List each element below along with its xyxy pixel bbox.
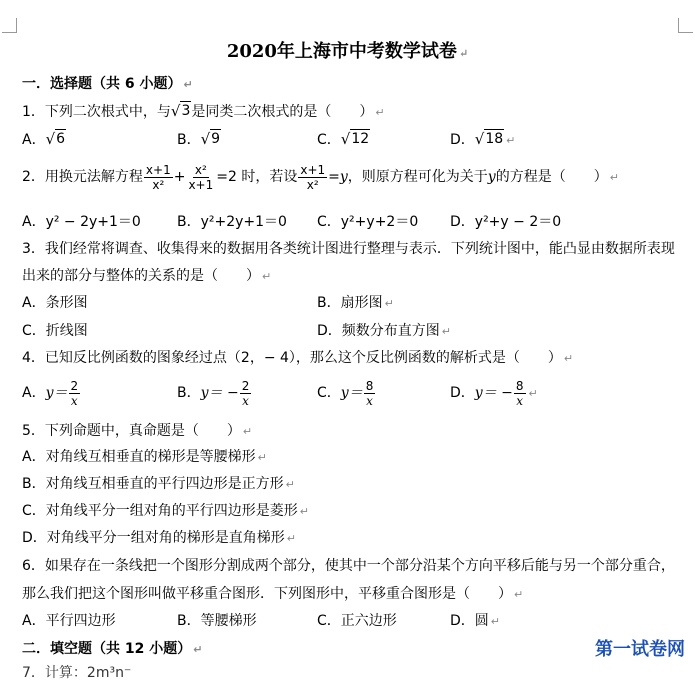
question-6-line-2: 那么我们把这个图形叫做平移重合图形．下列图形中，平移重合图形是（ ） ↵ — [22, 586, 524, 602]
question-6-line-1: 6．如果存在一条线把一个图形分割成两个部分，使其中一个部分沿某个方向平移后能与另一个部分重合， — [22, 558, 675, 574]
q3-option-b: B．扇形图 ↵ — [317, 295, 394, 311]
q1-option-d: D． √ 18 ↵ — [450, 130, 516, 148]
question-5-stem: 5．下列命题中，真命题是（ ） ↵ — [22, 423, 253, 439]
q5-option-c: C．对角线平分一组对角的平行四边形是菱形 ↵ — [22, 503, 309, 519]
q6-option-d: D．圆 ↵ — [450, 613, 500, 629]
q3-option-a: A．条形图 — [22, 295, 88, 311]
q1-option-c: C． √ 12 — [317, 130, 370, 148]
q4-option-c: C．y＝ $\frac{8}{x}$ — [317, 378, 374, 408]
page-corner-mark-right — [678, 18, 693, 33]
q5-option-a: A．对角线互相垂直的梯形是等腰梯形 ↵ — [22, 449, 267, 465]
q4-option-b: B．y＝ − $\frac{2}{x}$ — [177, 378, 250, 408]
fraction-2: $\frac{\text{x²}}{x+1}$ — [188, 162, 214, 192]
question-3-line-2: 出来的部分与整体的关系的是（ ） ↵ — [22, 268, 272, 284]
q6-option-a: A．平行四边形 — [22, 613, 116, 629]
q2-option-b: B．y²+2y+1＝0 — [177, 214, 287, 230]
question-7-partial: 7．计算：2m³n⁻ — [22, 665, 132, 681]
q2-option-a: A．y² − 2y+1＝0 — [22, 214, 141, 230]
page-corner-mark-left — [2, 18, 17, 33]
site-watermark: 第一试卷网 — [595, 639, 685, 660]
q2-option-c: C．y²+y+2＝0 — [317, 214, 419, 230]
q1-option-a: A． √ 6 — [22, 130, 66, 148]
sqrt-3: √ 3 — [170, 102, 191, 120]
q3-option-d: D．频数分布直方图 ↵ — [317, 323, 451, 339]
section-heading-fill-in: 二．填空题（共 12 小题） ↵ — [22, 641, 203, 657]
q2-option-d: D．y²+y − 2＝0 — [450, 214, 562, 230]
fraction-1: $\frac{x+1}{\text{x²}}$ — [145, 162, 171, 192]
q3-option-c: C．折线图 — [22, 323, 88, 339]
q5-option-b: B．对角线互相垂直的平行四边形是正方形 ↵ — [22, 476, 295, 492]
q5-option-d: D．对角线平分一组对角的梯形是直角梯形 ↵ — [22, 530, 296, 546]
q6-option-b: B．等腰梯形 — [177, 613, 257, 629]
question-3-line-1: 3．我们经常将调查、收集得来的数据用各类统计图进行整理与表示．下列统计图中，能凸显由数据所表现 — [22, 241, 675, 257]
q4-option-d: D．y＝ − $\frac{8}{x}$ ↵ — [450, 378, 538, 408]
question-4-stem: 4．已知反比例函数的图象经过点（2，− 4），那么这个反比例函数的解析式是（ ） ↵ — [22, 350, 574, 366]
question-1-stem: 1．下列二次根式中，与 √ 3 是同类二次根式的是（ ） ↵ — [22, 102, 385, 120]
q1-option-b: B． √ 9 — [177, 130, 221, 148]
document-title: 2020年上海市中考数学试卷 ↵ — [226, 41, 469, 62]
question-2-stem: 2．用换元法解方程 $\frac{x+1}{\text{x²}}$ + $\frac{\text{x²}}{x+1}$ =2 时，若设 $\frac{x+1}{\text{x²}}$ =y，则原方程可化为关于y的方程是（ ） ↵ — [22, 162, 619, 192]
q6-option-c: C．正六边形 — [317, 613, 397, 629]
section-heading-choice: 一．选择题（共 6 小题） ↵ — [22, 76, 193, 92]
fraction-3: $\frac{x+1}{\text{x²}}$ — [300, 162, 326, 192]
q4-option-a: A．y＝ $\frac{2}{x}$ — [22, 378, 79, 408]
